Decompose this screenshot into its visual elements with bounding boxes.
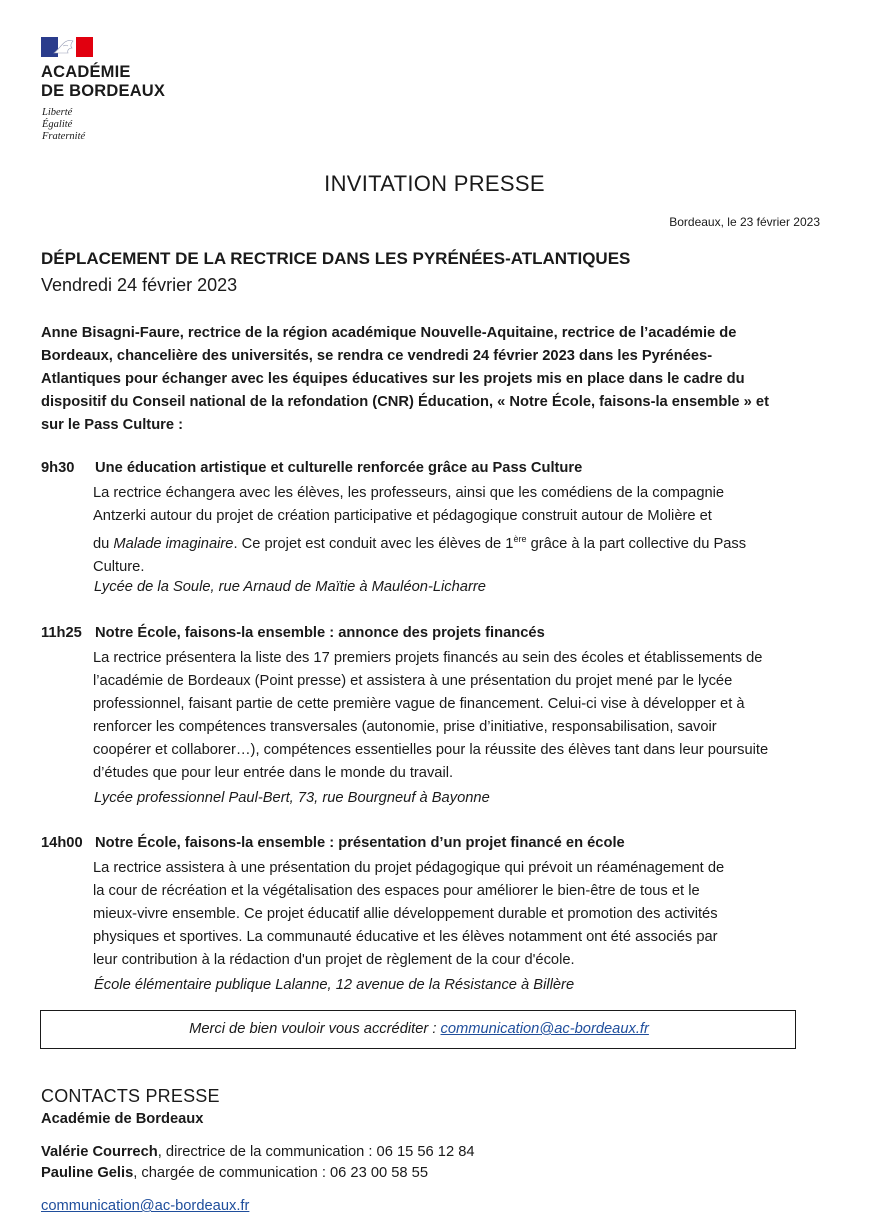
motto-liberte: Liberté bbox=[42, 107, 73, 118]
accreditation-box bbox=[40, 1010, 796, 1049]
place-and-date: Bordeaux, le 23 février 2023 bbox=[669, 215, 820, 229]
contact-person bbox=[41, 1165, 428, 1181]
contacts-email-link[interactable]: communication@ac-bordeaux.fr bbox=[41, 1198, 250, 1214]
event-title: DÉPLACEMENT DE LA RECTRICE DANS LES PYRÉNÉES-ATLANTIQUES bbox=[41, 249, 631, 268]
schedule-item-location: École élémentaire publique Lalanne, 12 avenue de la Résistance à Billère bbox=[94, 977, 575, 993]
schedule-item-location: Lycée de la Soule, rue Arnaud de Maïtie à Mauléon-Licharre bbox=[94, 579, 486, 595]
schedule-time: 14h00 bbox=[41, 835, 83, 851]
academy-name bbox=[41, 63, 165, 101]
contacts-organization: Académie de Bordeaux bbox=[41, 1111, 204, 1127]
contact-detail: , chargée de communication : 06 23 00 58 55 bbox=[133, 1165, 429, 1181]
ordinal-suffix: ère bbox=[513, 534, 527, 545]
schedule-item-title: Notre École, faisons-la ensemble : annonce des projets financés bbox=[95, 625, 545, 641]
body-line: Antzerki autour du projet de création participative et pédagogique construit autour de Molière et bbox=[93, 508, 712, 525]
body-text: . Ce projet est conduit avec les élèves de 1 bbox=[233, 536, 514, 553]
contacts-title: CONTACTS PRESSE bbox=[41, 1086, 220, 1106]
contact-person bbox=[41, 1144, 475, 1160]
body-text: du bbox=[93, 536, 114, 553]
body-line: physiques et sportives. La communauté éducative et les élèves notamment ont été associés par bbox=[93, 929, 718, 946]
accreditation-message: Merci de bien vouloir vous accréditer : bbox=[189, 1021, 441, 1037]
intro-paragraph bbox=[41, 322, 831, 437]
intro-line: sur le Pass Culture : bbox=[41, 417, 184, 433]
body-line: professionnel, faisant partie de cette première vague de financement. Celui-ci vise à développer et à bbox=[93, 696, 745, 713]
motto-fraternite: Fraternité bbox=[42, 131, 86, 142]
body-line: la cour de récréation et la végétalisation des espaces pour améliorer le bien-être de tous et le bbox=[93, 883, 700, 900]
schedule-item-body bbox=[93, 647, 863, 786]
event-date: Vendredi 24 février 2023 bbox=[41, 275, 238, 295]
intro-line: dispositif du Conseil national de la refondation (CNR) Éducation, « Notre École, faisons-la ensemble » et bbox=[41, 394, 769, 410]
play-title: Malade imaginaire bbox=[113, 536, 234, 553]
body-line: La rectrice présentera la liste des 17 premiers projets financés au sein des écoles et établissements de bbox=[93, 650, 763, 666]
schedule-item-location: Lycée professionnel Paul-Bert, 73, rue Bourgneuf à Bayonne bbox=[94, 790, 490, 806]
accreditation-email-link[interactable]: communication@ac-bordeaux.fr bbox=[440, 1021, 649, 1037]
intro-line: Anne Bisagni-Faure, rectrice de la région académique Nouvelle-Aquitaine, rectrice de l’académie de bbox=[41, 325, 737, 341]
document-title: INVITATION PRESSE bbox=[324, 171, 545, 196]
body-line bbox=[93, 528, 863, 556]
schedule-time: 11h25 bbox=[41, 625, 82, 641]
body-line: l’académie de Bordeaux (Point presse) et assistera à une présentation du projet mené par le lycée bbox=[93, 673, 733, 690]
body-line: d’études que pour leur entrée dans le monde du travail. bbox=[93, 765, 454, 782]
body-line: renforcer les compétences transversales (autonomie, prise d’initiative, responsabilisation, savoir bbox=[93, 719, 717, 736]
contact-detail: , directrice de la communication : 06 15 56 12 84 bbox=[157, 1144, 475, 1160]
republic-motto bbox=[42, 107, 85, 143]
schedule-item-body bbox=[93, 857, 863, 972]
intro-line: Atlantiques pour échanger avec les équipes éducatives sur les projets mis en place dans le cadre du bbox=[41, 371, 745, 387]
schedule-item-body bbox=[93, 482, 863, 579]
schedule-item-title: Notre École, faisons-la ensemble : présentation d’un projet financé en école bbox=[95, 835, 625, 851]
body-text: grâce à la part collective du Pass bbox=[526, 536, 747, 553]
body-line: La rectrice assistera à une présentation du projet pédagogique qui prévoit un réaménagement de bbox=[93, 860, 725, 876]
accreditation-text bbox=[41, 1021, 797, 1037]
body-line: La rectrice échangera avec les élèves, les professeurs, ainsi que les comédiens de la compagnie bbox=[93, 485, 725, 501]
schedule-time: 9h30 bbox=[41, 460, 75, 476]
contact-name: Valérie Courrech bbox=[41, 1144, 158, 1160]
academy-name-line2: DE BORDEAUX bbox=[41, 82, 166, 100]
republic-flag-logo bbox=[41, 37, 93, 57]
body-line: Culture. bbox=[93, 559, 145, 576]
body-line: coopérer et collaborer…), compétences essentielles pour la réussite des élèves tant dans leur poursuite bbox=[93, 742, 769, 759]
body-line: mieux-vivre ensemble. Ce projet éducatif allie développement durable et promotion des activités bbox=[93, 906, 718, 923]
intro-line: Bordeaux, chancelière des universités, se rendra ce vendredi 24 février 2023 dans les Pyrénées- bbox=[41, 348, 713, 364]
academy-name-line1: ACADÉMIE bbox=[41, 63, 131, 81]
schedule-item-title: Une éducation artistique et culturelle renforcée grâce au Pass Culture bbox=[95, 460, 583, 476]
motto-egalite: Égalité bbox=[42, 119, 73, 130]
contact-name: Pauline Gelis bbox=[41, 1165, 134, 1181]
body-line: leur contribution à la rédaction d'un projet de règlement de la cour d'école. bbox=[93, 952, 575, 969]
